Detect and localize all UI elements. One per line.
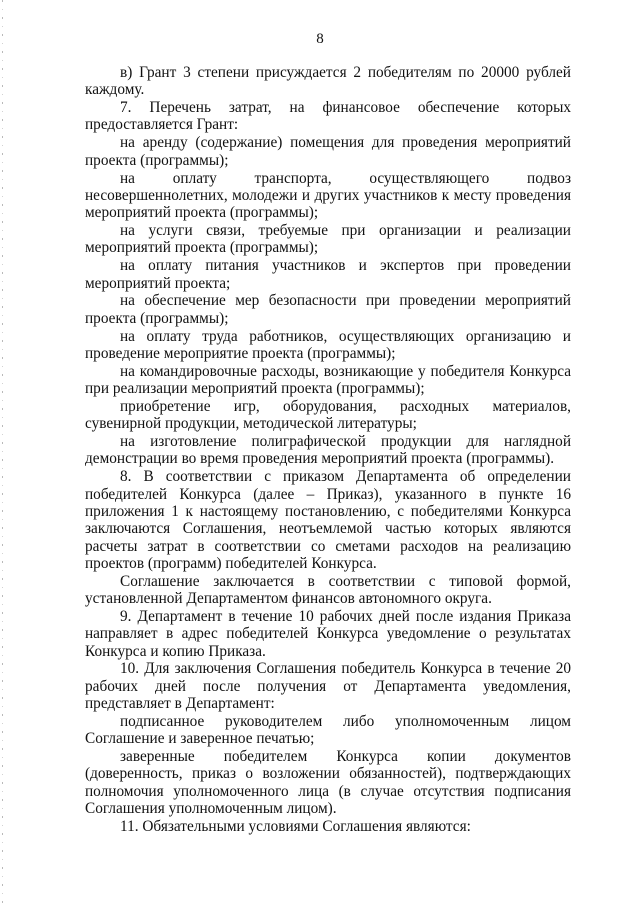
paragraph: на командировочные расходы, возникающие у победителя Конкурса при реализации мероприятий проекта (программы); bbox=[85, 362, 571, 398]
paragraph: 8. В соответствии с приказом Департамента об определении победителей Конкурса (далее – Приказ), указанного в пункте 16 приложения 1 к настоящему постановлению, с победителями Конкурса заключаются Соглашения, неотъемлемой частью которых являются расчеты затрат в соответствии со сметами расходов на реализацию проектов (программ) победителей Конкурса. bbox=[85, 468, 571, 572]
paragraph: на оплату питания участников и экспертов при проведении мероприятий проекта; bbox=[85, 257, 571, 292]
paragraph: на услуги связи, требуемые при организации и реализации мероприятий проекта (программы); bbox=[85, 222, 571, 257]
document-body bbox=[85, 64, 571, 836]
scan-edge-artifact bbox=[2, 0, 3, 905]
paragraph: 10. Для заключения Соглашения победитель Конкурса в течение 20 рабочих дней после получения от Департамента уведомления, представляет в Департамент: bbox=[85, 660, 571, 712]
paragraph: на изготовление полиграфической продукции для наглядной демонстрации во время проведения мероприятий проекта (программы). bbox=[85, 433, 571, 468]
paragraph: на обеспечение мер безопасности при проведении мероприятий проекта (программы); bbox=[85, 292, 571, 327]
paragraph: приобретение игр, оборудования, расходных материалов, сувенирной продукции, методической литературы; bbox=[85, 397, 571, 433]
paragraph: на аренду (содержание) помещения для проведения мероприятий проекта (программы); bbox=[85, 134, 571, 169]
paragraph: Соглашение заключается в соответствии с типовой формой, установленной Департаментом финансов автономного округа. bbox=[85, 572, 571, 608]
paragraph: в) Грант 3 степени присуждается 2 победителям по 20000 рублей каждому. bbox=[85, 64, 571, 99]
paragraph: 9. Департамент в течение 10 рабочих дней после издания Приказа направляет в адрес победителей Конкурса уведомление о результатах Конкурса и копию Приказа. bbox=[85, 607, 571, 660]
paragraph: на оплату транспорта, осуществляющего подвоз несовершеннолетних, молодежи и других участников к месту проведения мероприятий проекта (программы); bbox=[85, 169, 571, 222]
paragraph: 11. Обязательными условиями Соглашения являются: bbox=[120, 817, 471, 835]
paragraph: на оплату труда работников, осуществляющих организацию и проведение мероприятие проекта (программы); bbox=[85, 327, 571, 362]
paragraph: 7. Перечень затрат, на финансовое обеспечение которых предоставляется Грант: bbox=[85, 99, 571, 134]
paragraph: подписанное руководителем либо уполномоченным лицом Соглашение и заверенное печатью; bbox=[85, 712, 571, 748]
paragraph: заверенные победителем Конкурса копии документов (доверенность, приказ о возложении обязанностей), подтверждающих полномочия уполномоченного лица (в случае отсутствия подписания Соглашения уполномоченным лицом). bbox=[85, 748, 571, 817]
page-number: 8 bbox=[316, 31, 324, 47]
